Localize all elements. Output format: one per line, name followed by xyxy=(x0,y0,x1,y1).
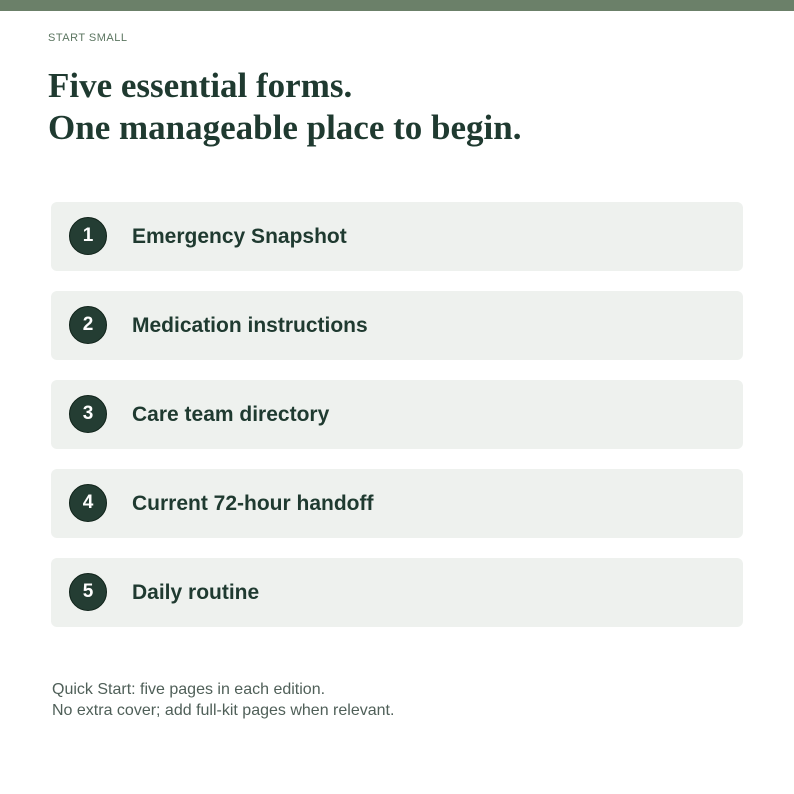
footnote-line-2: No extra cover; add full-kit pages when relevant. xyxy=(52,702,395,719)
top-accent-bar xyxy=(0,0,794,11)
form-item-medication-instructions xyxy=(51,291,743,360)
number-badge: 2 xyxy=(69,306,107,344)
footnote xyxy=(52,679,394,721)
number-badge: 3 xyxy=(69,395,107,433)
form-item-label: Emergency Snapshot xyxy=(132,225,347,248)
form-item-label: Medication instructions xyxy=(132,314,368,337)
number-badge: 1 xyxy=(69,217,107,255)
form-item-label: Current 72-hour handoff xyxy=(132,492,374,515)
form-item-emergency-snapshot xyxy=(51,202,743,271)
eyebrow-label: START SMALL xyxy=(48,32,128,44)
form-item-daily-routine xyxy=(51,558,743,627)
form-item-72-hour-handoff xyxy=(51,469,743,538)
page-title xyxy=(48,65,521,149)
number-badge: 4 xyxy=(69,484,107,522)
footnote-line-1: Quick Start: five pages in each edition. xyxy=(52,681,326,698)
page-title-line-1: Five essential forms. xyxy=(48,66,353,105)
number-badge: 5 xyxy=(69,573,107,611)
form-item-label: Daily routine xyxy=(132,581,260,604)
essential-forms-list xyxy=(51,202,743,647)
page-title-line-2: One manageable place to begin. xyxy=(48,108,522,147)
form-item-care-team-directory xyxy=(51,380,743,449)
form-item-label: Care team directory xyxy=(132,403,330,426)
